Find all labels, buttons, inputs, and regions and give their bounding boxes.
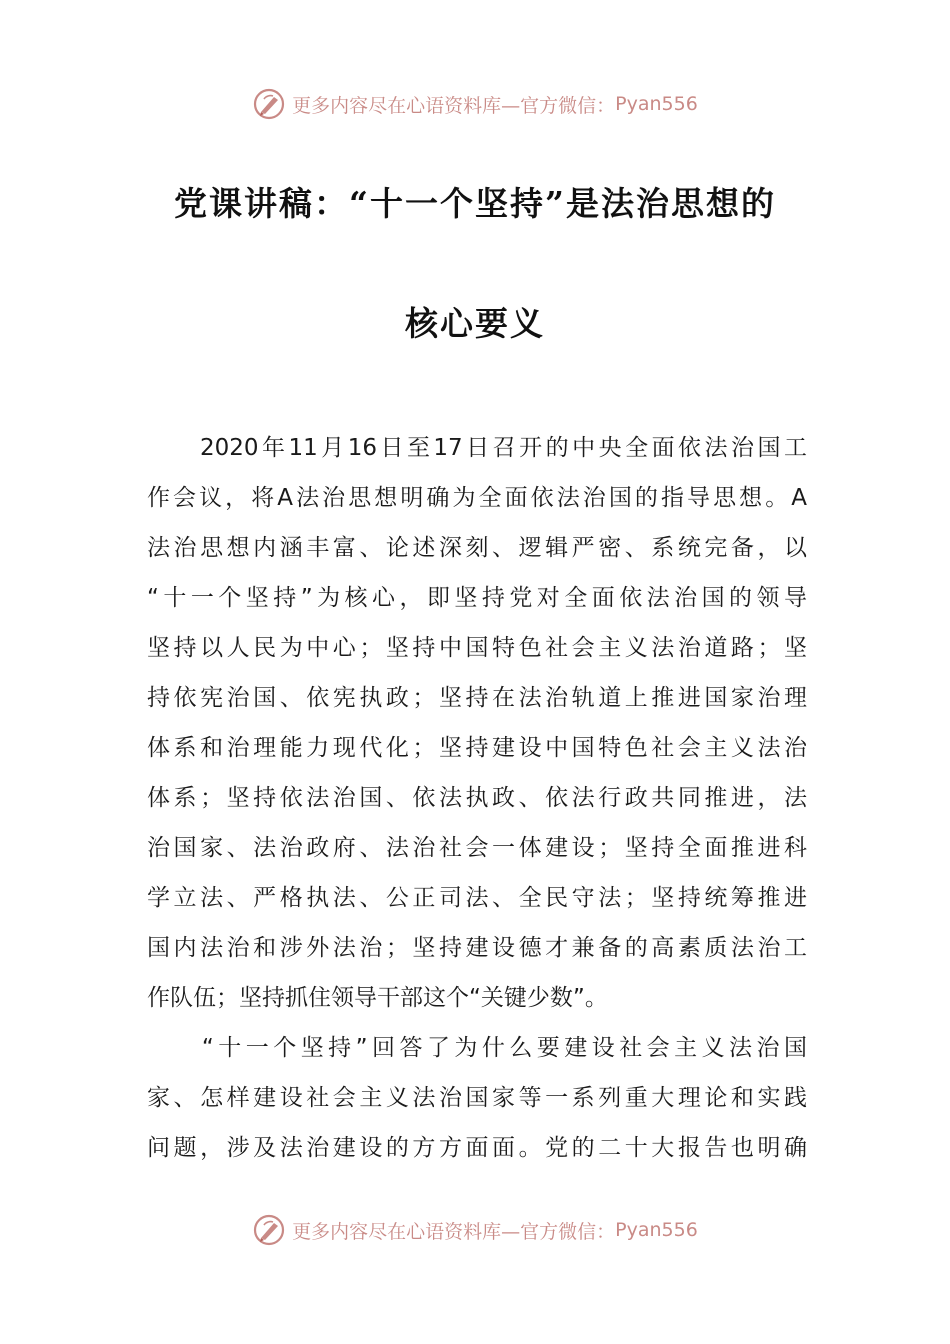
paragraph-line: 国内法治和涉外法治；坚持建设德才兼备的高素质法治工 bbox=[147, 935, 807, 961]
paragraph-line: “十一个坚持”回答了为什么要建设社会主义法治国 bbox=[147, 1035, 807, 1061]
watermark-wechat-id: Pyan556 bbox=[615, 93, 698, 115]
watermark-text: 更多内容尽在心语资料库—官方微信： bbox=[292, 1220, 616, 1243]
paragraph-line: 2020年11月16日至17日召开的中央全面依法治国工 bbox=[147, 435, 807, 461]
paragraph-line: 家、怎样建设社会主义法治国家等一系列重大理论和实践 bbox=[147, 1085, 807, 1111]
paragraph-line: 问题，涉及法治建设的方方面面。党的二十大报告也明确 bbox=[147, 1135, 807, 1161]
watermark-footer bbox=[0, 1212, 950, 1248]
paragraph-line: 体系；坚持依法治国、依法执政、依法行政共同推进，法 bbox=[147, 785, 807, 811]
document-title-line-2: 核心要义 bbox=[405, 304, 545, 343]
watermark-header bbox=[0, 86, 950, 122]
watermark-wechat-id: Pyan556 bbox=[615, 1219, 698, 1241]
paragraph-line: 作队伍；坚持抓住领导干部这个“关键少数”。 bbox=[147, 985, 608, 1011]
paragraph-line: 坚持以人民为中心；坚持中国特色社会主义法治道路；坚 bbox=[147, 635, 807, 661]
paragraph-1 bbox=[147, 423, 807, 1023]
paragraph-line: 法治思想内涵丰富、论述深刻、逻辑严密、系统完备，以 bbox=[147, 535, 807, 561]
paragraph-2 bbox=[147, 1023, 807, 1173]
pen-logo-icon bbox=[252, 1213, 286, 1247]
paragraph-line: “十一个坚持”为核心，即坚持党对全面依法治国的领导 bbox=[147, 585, 807, 611]
pen-logo-icon bbox=[252, 87, 286, 121]
paragraph-line: 持依宪治国、依宪执政；坚持在法治轨道上推进国家治理 bbox=[147, 685, 807, 711]
paragraph-line: 学立法、严格执法、公正司法、全民守法；坚持统筹推进 bbox=[147, 885, 807, 911]
document-title-line-1: 党课讲稿：“十一个坚持”是法治思想的 bbox=[174, 184, 776, 223]
paragraph-line: 治国家、法治政府、法治社会一体建设；坚持全面推进科 bbox=[147, 835, 807, 861]
paragraph-line: 体系和治理能力现代化；坚持建设中国特色社会主义法治 bbox=[147, 735, 807, 761]
paragraph-line: 作会议，将A法治思想明确为全面依法治国的指导思想。A bbox=[147, 485, 807, 511]
watermark-text: 更多内容尽在心语资料库—官方微信： bbox=[292, 94, 616, 117]
